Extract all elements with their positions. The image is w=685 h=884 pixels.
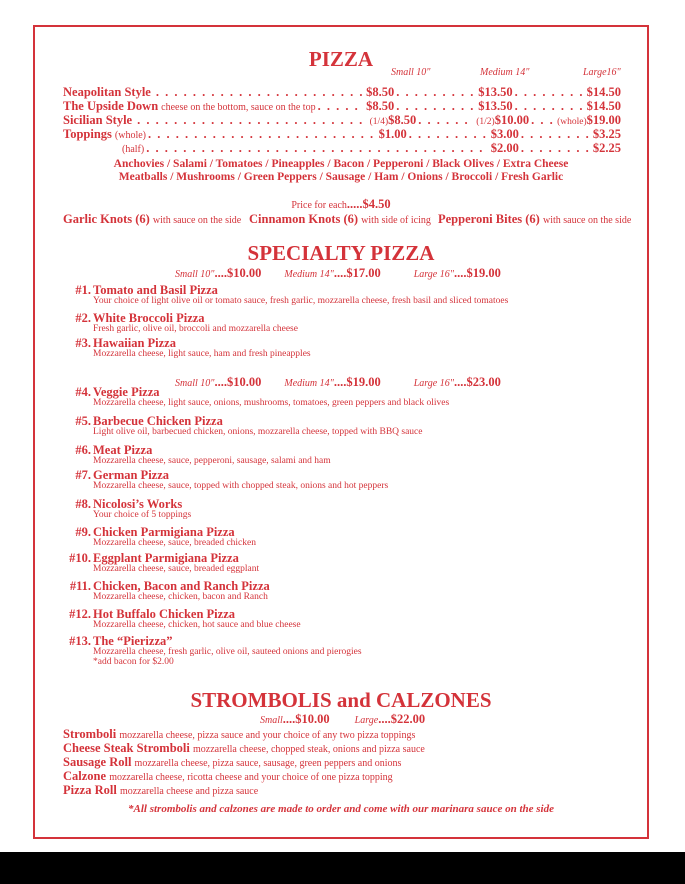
stromboli-item-name: Pizza Roll bbox=[63, 783, 117, 797]
side-item-name: Cinnamon Knots (6) bbox=[249, 212, 359, 226]
pizza-row-price-small: $8.50 bbox=[366, 99, 395, 113]
specialty-item-desc: Mozzarella cheese, fresh garlic, olive oil, sauteed onions and pierogies bbox=[93, 647, 362, 657]
price-size-label: Small bbox=[260, 715, 283, 726]
pizza-row-size-tag: (1/2) bbox=[476, 117, 495, 127]
price-value: ....$22.00 bbox=[378, 712, 426, 726]
specialty-item-desc: Light olive oil, barbecued chicken, onions, mozzarella cheese, topped with BBQ sauce bbox=[93, 427, 423, 437]
leader-dots bbox=[515, 100, 585, 113]
specialty-item-name: Hawaiian Pizza bbox=[93, 336, 176, 350]
specialty-item-desc: Your choice of light olive oil or tomato sauce, fresh garlic, mozzarella cheese, fresh basil and sliced tomatoes bbox=[93, 296, 509, 306]
sides-price-dots: ..... bbox=[346, 197, 363, 211]
specialty-item-number: #8. bbox=[75, 497, 91, 511]
pizza-row-price-medium: $13.50 bbox=[478, 99, 513, 113]
side-item-pepperoni-bites bbox=[438, 213, 631, 226]
side-item-desc: with side of icing bbox=[361, 215, 431, 226]
price-size-label: Large 16" bbox=[413, 378, 454, 389]
price-value: ....$19.00 bbox=[453, 266, 501, 280]
price-value: ....$17.00 bbox=[333, 266, 381, 280]
specialty-item-desc: Mozzarella cheese, light sauce, ham and fresh pineapples bbox=[93, 349, 311, 359]
pizza-row-price-large: $3.25 bbox=[592, 127, 621, 141]
price-value: ....$10.00 bbox=[282, 712, 330, 726]
specialty-item-number: #3. bbox=[75, 336, 91, 350]
leader-dots bbox=[521, 142, 591, 155]
pizza-row-price-medium: $2.00 bbox=[490, 141, 519, 155]
pizza-row-name: Sicilian Style bbox=[63, 113, 133, 127]
leader-dots bbox=[156, 86, 364, 99]
leader-dots bbox=[515, 86, 585, 99]
stromboli-item-desc: mozzarella cheese, pizza sauce and your choice of any two pizza toppings bbox=[119, 730, 416, 741]
stromboli-item bbox=[63, 741, 425, 756]
pizza-price-row bbox=[63, 100, 621, 113]
specialty-item-number: #5. bbox=[75, 414, 91, 428]
stromboli-item-name: Stromboli bbox=[63, 727, 117, 741]
specialty-item-name: Nicolosi’s Works bbox=[93, 497, 183, 511]
specialty-item-number: #2. bbox=[75, 311, 91, 325]
size-header-medium: Medium 14" bbox=[480, 67, 530, 78]
toppings-list-line-2: Meatballs / Mushrooms / Green Peppers / Sausage / Ham / Onions / Broccoli / Fresh Garlic bbox=[118, 171, 564, 183]
specialty-prices-group-a bbox=[175, 266, 501, 281]
sides-price-value: $4.50 bbox=[362, 197, 391, 211]
pizza-row-desc: cheese on the bottom, sauce on the top bbox=[161, 102, 316, 113]
specialty-item-number: #13. bbox=[69, 634, 91, 648]
stromboli-item-desc: mozzarella cheese, pizza sauce, sausage, green peppers and onions bbox=[134, 758, 402, 769]
pizza-title: PIZZA bbox=[308, 47, 374, 71]
pizza-row-desc: (half) bbox=[122, 144, 145, 155]
price-size-label: Small 10" bbox=[175, 269, 215, 280]
leader-dots bbox=[418, 114, 474, 127]
leader-dots bbox=[146, 142, 489, 155]
pizza-row-name: Neapolitan Style bbox=[63, 85, 151, 99]
specialty-item-desc: Mozzarella cheese, sauce, breaded chicken bbox=[93, 538, 256, 548]
specialty-item-number: #1. bbox=[75, 283, 91, 297]
footer-bar bbox=[0, 852, 685, 884]
side-item-cinnamon-knots bbox=[249, 213, 431, 226]
pizza-row-price-large: $14.50 bbox=[586, 85, 621, 99]
price-value: ....$23.00 bbox=[453, 375, 501, 389]
specialty-item-number: #6. bbox=[75, 443, 91, 457]
stromboli-item bbox=[63, 769, 393, 784]
stromboli-item-desc: mozzarella cheese, ricotta cheese and your choice of one pizza topping bbox=[109, 772, 393, 783]
stromboli-item-name: Calzone bbox=[63, 769, 107, 783]
pizza-row-desc: (whole) bbox=[114, 130, 146, 141]
pizza-row-size-tag: (whole) bbox=[557, 117, 587, 127]
specialty-item-extra: *add bacon for $2.00 bbox=[93, 657, 174, 667]
specialty-item-name: Chicken, Bacon and Ranch Pizza bbox=[93, 579, 270, 593]
side-item-desc: with sauce on the side bbox=[542, 215, 632, 226]
toppings-list-line-1: Anchovies / Salami / Tomatoes / Pineapples / Bacon / Pepperoni / Black Olives / Extra Cheese bbox=[113, 158, 569, 170]
strombolis-title: STROMBOLIS and CALZONES bbox=[190, 688, 492, 712]
stromboli-item-desc: mozzarella cheese and pizza sauce bbox=[119, 786, 259, 797]
stromboli-item bbox=[63, 783, 258, 798]
pizza-price-row bbox=[63, 142, 621, 155]
pizza-row-price-large: $19.00 bbox=[586, 113, 621, 127]
specialty-item-name: German Pizza bbox=[93, 468, 170, 482]
specialty-item-desc: Mozzarella cheese, sauce, breaded eggplant bbox=[93, 564, 260, 574]
specialty-item-name: The “Pierizza” bbox=[93, 634, 173, 648]
leader-dots bbox=[396, 86, 476, 99]
specialty-item-desc: Mozzarella cheese, sauce, pepperoni, sausage, salami and ham bbox=[93, 456, 331, 466]
price-value: ....$10.00 bbox=[214, 375, 262, 389]
price-size-label: Large bbox=[354, 715, 379, 726]
pizza-row-price-medium: $3.00 bbox=[490, 127, 519, 141]
leader-dots bbox=[137, 114, 368, 127]
price-value: ....$19.00 bbox=[333, 375, 381, 389]
specialty-item-name: Tomato and Basil Pizza bbox=[93, 283, 218, 297]
price-size-label: Medium 14" bbox=[284, 378, 334, 389]
stromboli-item-desc: mozzarella cheese, chopped steak, onions and pizza sauce bbox=[192, 744, 425, 755]
specialty-item-name: Chicken Parmigiana Pizza bbox=[93, 525, 235, 539]
strombolis-note: *All strombolis and calzones are made to order and come with our marinara sauce on the side bbox=[128, 803, 554, 815]
specialty-item-desc: Mozzarella cheese, chicken, hot sauce and blue cheese bbox=[93, 620, 301, 630]
price-size-label: Medium 14" bbox=[284, 269, 334, 280]
specialty-item-desc: Mozzarella cheese, sauce, topped with chopped steak, onions and hot peppers bbox=[93, 481, 389, 491]
stromboli-item bbox=[63, 755, 401, 770]
leader-dots bbox=[396, 100, 476, 113]
pizza-row-price-medium: $13.50 bbox=[478, 85, 513, 99]
sides-price-label: Price for each bbox=[291, 200, 347, 211]
pizza-row-price-medium: $10.00 bbox=[494, 113, 530, 127]
side-item-garlic-knots bbox=[63, 213, 241, 226]
specialty-item-name: Meat Pizza bbox=[93, 443, 153, 457]
pizza-row-price-small: $8.50 bbox=[388, 113, 417, 127]
pizza-row-size-tag: (1/4) bbox=[369, 117, 389, 127]
strombolis-prices bbox=[260, 712, 425, 727]
size-header-small: Small 10" bbox=[391, 67, 431, 78]
pizza-price-row bbox=[63, 86, 621, 99]
specialty-item-number: #11. bbox=[69, 579, 91, 593]
pizza-price-row bbox=[63, 114, 621, 127]
pizza-row-name: Toppings bbox=[63, 127, 112, 141]
pizza-row-price-small: $1.00 bbox=[378, 127, 407, 141]
leader-dots bbox=[521, 128, 591, 141]
specialty-item-name: Veggie Pizza bbox=[93, 385, 160, 399]
pizza-row-price-large: $2.25 bbox=[592, 141, 621, 155]
specialty-item-name: White Broccoli Pizza bbox=[93, 311, 205, 325]
specialty-item-number: #7. bbox=[75, 468, 91, 482]
pizza-row-name: The Upside Down bbox=[63, 99, 159, 113]
price-value: ....$10.00 bbox=[214, 266, 262, 280]
leader-dots bbox=[409, 128, 489, 141]
price-size-label: Small 10" bbox=[175, 378, 215, 389]
specialty-item-name: Hot Buffalo Chicken Pizza bbox=[93, 607, 236, 621]
specialty-item-desc: Your choice of 5 toppings bbox=[93, 510, 192, 520]
specialty-prices-group-b bbox=[175, 375, 501, 390]
leader-dots bbox=[148, 128, 377, 141]
price-size-label: Large 16" bbox=[413, 269, 454, 280]
pizza-price-row bbox=[63, 128, 621, 141]
stromboli-item-name: Cheese Steak Stromboli bbox=[63, 741, 190, 755]
specialty-item-number: #4. bbox=[75, 385, 91, 399]
side-item-name: Garlic Knots (6) bbox=[63, 212, 150, 226]
leader-dots bbox=[318, 100, 365, 113]
specialty-item-desc: Mozzarella cheese, light sauce, onions, mushrooms, tomatoes, green peppers and black olives bbox=[93, 398, 450, 408]
stromboli-item-name: Sausage Roll bbox=[63, 755, 132, 769]
specialty-item-desc: Fresh garlic, olive oil, broccoli and mozzarella cheese bbox=[93, 324, 298, 334]
specialty-title: SPECIALTY PIZZA bbox=[247, 241, 435, 265]
size-header-large: Large16" bbox=[583, 67, 621, 78]
pizza-row-price-small: $8.50 bbox=[366, 85, 395, 99]
specialty-item-number: #9. bbox=[75, 525, 91, 539]
stromboli-item bbox=[63, 727, 415, 742]
pizza-row-price-large: $14.50 bbox=[586, 99, 621, 113]
specialty-item-number: #10. bbox=[69, 551, 91, 565]
sides-price bbox=[33, 197, 649, 212]
side-item-name: Pepperoni Bites (6) bbox=[438, 212, 540, 226]
side-item-desc: with sauce on the side bbox=[152, 215, 242, 226]
specialty-item-name: Eggplant Parmigiana Pizza bbox=[93, 551, 239, 565]
specialty-item-name: Barbecue Chicken Pizza bbox=[93, 414, 223, 428]
leader-dots bbox=[531, 114, 555, 127]
specialty-item-desc: Mozzarella cheese, chicken, bacon and Ranch bbox=[93, 592, 268, 602]
specialty-item-number: #12. bbox=[69, 607, 91, 621]
